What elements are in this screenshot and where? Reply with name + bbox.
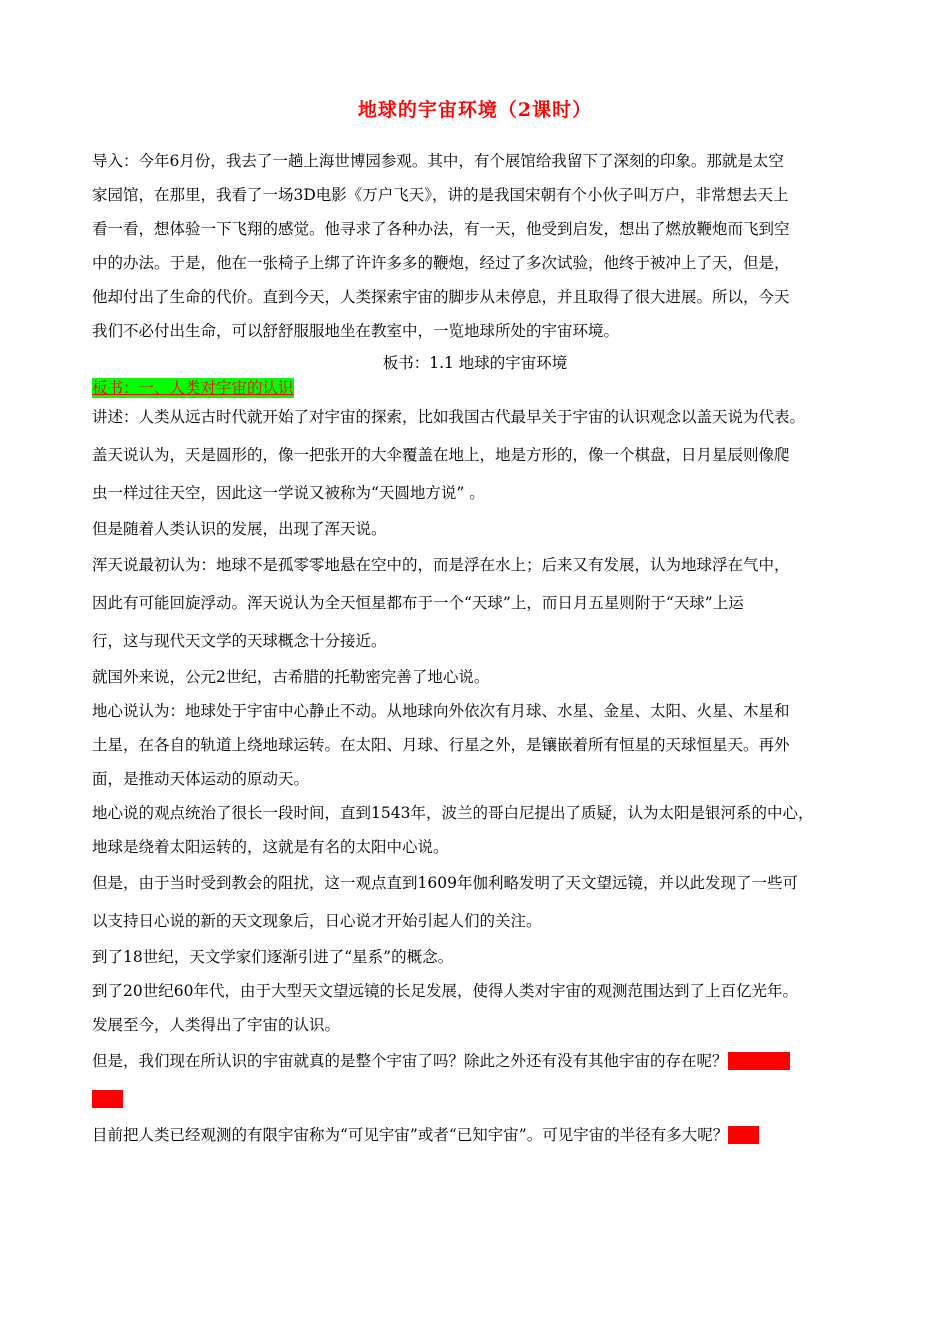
text-line: 行，这与现代天文学的天球概念十分接近。: [92, 632, 387, 650]
text-line: 家园馆，在那里，我看了一场3D电影《万户飞天》，讲的是我国宋朝有个小伙子叫万户，非常想去天上: [92, 186, 789, 204]
intro-paragraph: [92, 144, 858, 348]
rixin-paragraph: [92, 796, 858, 864]
dixin-paragraph: [92, 694, 858, 796]
text-line: 讲述：人类从远古时代就开始了对宇宙的探索，比如我国古代最早关于宇宙的认识观念以盖天说为代表。: [92, 408, 806, 426]
today-sentence: 发展至今，人类得出了宇宙的认识。: [92, 1016, 341, 1034]
text-line: 浑天说最初认为：地球不是孤零零地悬在空中的，而是浮在水上；后来又有发展，认为地球浮在气中，: [92, 556, 790, 574]
text-line: 导入：今年6月份，我去了一趟上海世博园参观。其中，有个展馆给我留下了深刻的印象。那就是太空: [92, 152, 784, 170]
question2-paragraph: [92, 1118, 858, 1152]
sixties-sentence: 到了20世纪60年代，由于大型天文望远镜的长足发展，使得人类对宇宙的观测范围达到了上百亿光年。: [92, 982, 798, 1000]
text-line: [92, 1080, 858, 1118]
text-line: 盖天说认为，天是圆形的，像一把张开的大伞覆盖在地上，地是方形的，像一个棋盘，日月星辰则像爬: [92, 446, 790, 464]
text-line: 中的办法。于是，他在一张椅子上绑了许许多多的鞭炮，经过了多次试验，他终于被冲上了天，但是，: [92, 254, 790, 272]
text-line: 土星，在各自的轨道上绕地球运转。在太阳、月球、行星之外，是镶嵌着所有恒星的天球恒星天。再外: [92, 736, 790, 754]
text-line: 我们不必付出生命，可以舒舒服服地坐在教室中，一览地球所处的宇宙环境。: [92, 322, 620, 340]
text-line: 看一看，想体验一下飞翔的感觉。他寻求了各种办法，有一天，他受到启发，想出了燃放鞭炮而飞到空: [92, 220, 790, 238]
text-line: [92, 1118, 858, 1152]
question1-text: 但是，我们现在所认识的宇宙就真的是整个宇宙了吗？除此之外还有没有其他宇宙的存在呢？: [92, 1052, 728, 1070]
page-title: 地球的宇宙环境（2课时）: [357, 99, 593, 121]
student-note: （学生发: [727, 1052, 790, 1070]
huntian-paragraph: [92, 546, 858, 660]
text-line: 地球是绕着太阳运转的，这就是有名的太阳中心说。: [92, 838, 449, 856]
text-line: 他却付出了生命的代价。直到今天，人类探索宇宙的脚步从未停息，并且取得了很大进展。所以，今天: [92, 288, 790, 306]
gaitian-paragraph: [92, 398, 858, 512]
text-line: 地心说认为：地球处于宇宙中心静止不动。从地球向外依次有月球、水星、金星、太阳、火星、木星和: [92, 702, 790, 720]
board-section-label: 板书：一、人类对宇宙的认识: [92, 379, 294, 397]
galaxy-sentence: 到了18世纪，天文学家们逐渐引进了“星系”的概念。: [92, 948, 454, 966]
text-line: 面，是推动天体运动的原动天。: [92, 770, 310, 788]
text-line: 但是，由于当时受到教会的阻扰，这一观点直到1609年伽利略发明了天文望远镜，并以此发现了一些可: [92, 874, 798, 892]
huntian-intro: 但是随着人类认识的发展，出现了浑天说。: [92, 520, 387, 538]
text-line: 地心说的观点统治了很长一段时间，直到1543年，波兰的哥白尼提出了质疑，认为太阳是银河系的中心，: [92, 804, 814, 822]
student-note: （学: [728, 1126, 760, 1144]
text-line: 因此有可能回旋浮动。浑天说认为全天恒星都布于一个“天球”上，而日月五星则附于“天球”上运: [92, 594, 744, 612]
board-section-heading: [92, 378, 858, 398]
question2-text: 目前把人类已经观测的有限宇宙称为“可见宇宙”或者“已知宇宙”。可见宇宙的半径有多大呢？: [92, 1126, 729, 1144]
student-note: 言）: [92, 1090, 124, 1108]
board-title: 板书：1.1 地球的宇宙环境: [382, 354, 568, 372]
dixin-intro: 就国外来说，公元2世纪，古希腊的托勒密完善了地心说。: [92, 668, 490, 686]
text-line: [92, 1042, 858, 1080]
text-line: 以支持日心说的新的天文现象后，日心说才开始引起人们的关注。: [92, 912, 542, 930]
question1-paragraph: [92, 1042, 858, 1118]
galileo-paragraph: [92, 864, 858, 940]
text-line: 虫一样过往天空，因此这一学说又被称为“天圆地方说” 。: [92, 484, 485, 502]
